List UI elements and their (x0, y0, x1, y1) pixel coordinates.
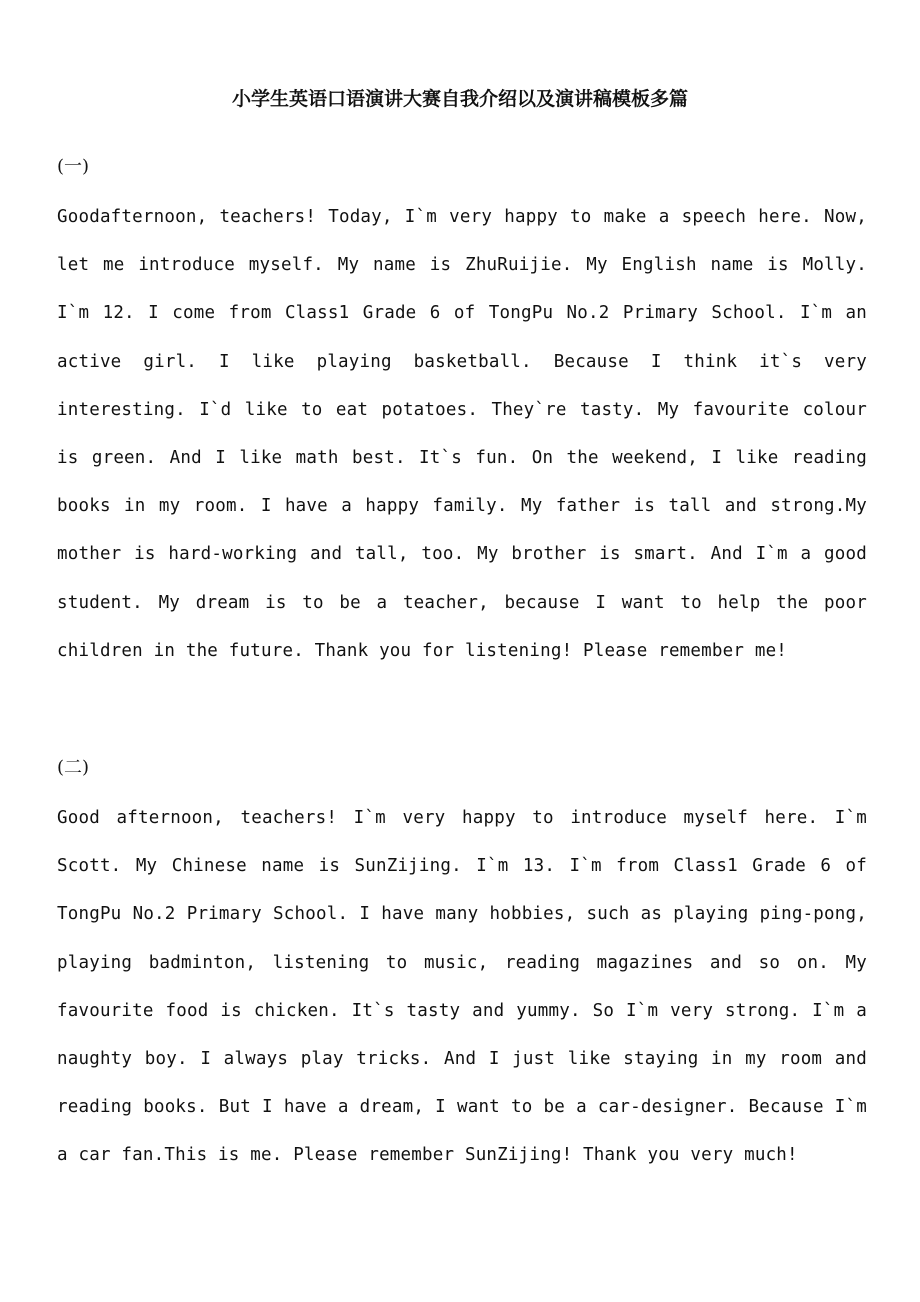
section-paragraph-2: Good afternoon, teachers! I`m very happy to introduce myself here. I`m Scott. My Chinese name is SunZijing. I`m 13. I`m from Class1 Grade 6 of TongPu No.2 Primary School. I have many hobbies, such as playing ping-pong, playing badminton, listening to music, reading magazines and so on. My favourite food is chicken. It`s tasty and yummy. So I`m very strong. I`m a naughty boy. I always play tricks. And I just like staying in my room and reading books. But I have a dream, I want to be a car-designer. Because I`m a car fan.This is me. Please remember SunZijing! Thank you very much! (57, 808, 867, 1166)
section-label-2: (二) (57, 757, 90, 778)
section-paragraph-1: Goodafternoon, teachers! Today, I`m very happy to make a speech here. Now, let me introduce myself. My name is ZhuRuijie. My English name is Molly. I`m 12. I come from Class1 Grade 6 of TongPu No.2 Primary School. I`m an active girl. I like playing basketball. Because I think it`s very interesting. I`d like to eat potatoes. They`re tasty. My favourite colour is green. And I like math best. It`s fun. On the weekend, I like reading books in my room. I have a happy family. My father is tall and strong.My mother is hard-working and tall, too. My brother is smart. And I`m a good student. My dream is to be a teacher, because I want to help the poor children in the future. Thank you for listening! Please remember me! (57, 207, 867, 661)
document-title: 小学生英语口语演讲大赛自我介绍以及演讲稿模板多篇 (231, 88, 688, 110)
section-label-1: (一) (57, 156, 90, 177)
